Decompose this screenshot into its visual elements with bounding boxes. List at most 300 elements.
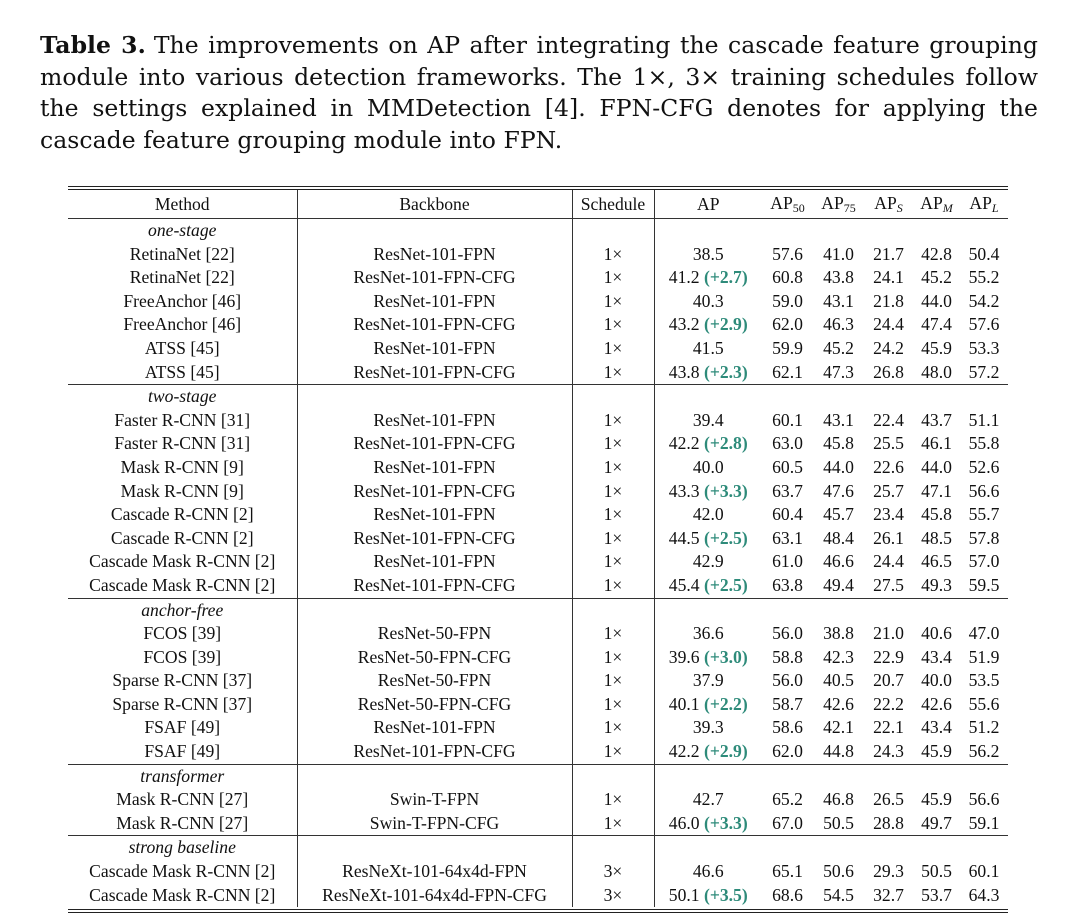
ap-gain: (+2.5): [703, 527, 748, 548]
group-label: one-stage: [68, 219, 297, 243]
cell-aps: 24.3: [873, 741, 904, 762]
cell-aps: 22.6: [873, 456, 904, 477]
cell-ap50: 57.6: [772, 243, 803, 264]
cell-backbone: ResNet-101-FPN: [297, 550, 572, 574]
cell-ap50: 58.8: [772, 646, 803, 667]
cell-ap50: 56.0: [772, 623, 803, 644]
cell-ap: [654, 574, 762, 598]
cell-backbone: ResNet-101-FPN-CFG: [297, 313, 572, 337]
group-empty-cell: [654, 219, 762, 243]
cell-apm: 45.2: [921, 267, 952, 288]
cell-method: Sparse R-CNN [37]: [68, 693, 297, 717]
cell-backbone: ResNet-101-FPN-CFG: [297, 432, 572, 456]
cell-ap: [654, 884, 762, 908]
group-empty-cell: [864, 598, 913, 622]
caption-label: Table 3.: [40, 31, 146, 59]
cell-ap: [654, 409, 762, 433]
ap-value: 40.0: [692, 456, 724, 477]
cell-apm: 46.5: [921, 551, 952, 572]
cell-ap75: 44.0: [823, 456, 854, 477]
group-empty-cell: [813, 836, 864, 860]
cell-apl: 56.6: [968, 789, 1000, 810]
ap-value: 42.0: [692, 504, 724, 525]
cell-schedule: 1×: [572, 409, 654, 433]
group-label: anchor-free: [68, 598, 297, 622]
group-empty-cell: [762, 598, 813, 622]
ap-gain: (+2.2): [703, 693, 748, 714]
group-row: [68, 598, 1008, 622]
ap-value: 45.4: [668, 574, 700, 595]
group-empty-cell: [654, 385, 762, 409]
cell-apm: 45.9: [921, 337, 952, 358]
cell-ap75: 49.4: [823, 574, 854, 595]
cell-apl: 55.8: [968, 433, 1000, 454]
cell-ap50: 62.1: [772, 361, 803, 382]
ap-value: 39.6: [668, 646, 700, 667]
cell-ap: [654, 337, 762, 361]
table-row: [68, 432, 1008, 456]
table-row: [68, 646, 1008, 670]
ap-gain: (+3.3): [703, 480, 748, 501]
cell-ap75: 43.1: [823, 290, 854, 311]
group-empty-cell: [813, 219, 864, 243]
cell-method: RetinaNet [22]: [68, 243, 297, 267]
cell-ap75: 45.7: [823, 504, 854, 525]
group-empty-cell: [654, 764, 762, 788]
cell-backbone: ResNet-101-FPN: [297, 716, 572, 740]
cell-apl: 59.1: [968, 812, 1000, 833]
ap-gain: (+2.5): [703, 574, 748, 595]
cell-schedule: 1×: [572, 266, 654, 290]
cell-aps: 27.5: [873, 574, 904, 595]
cell-apl: 55.6: [968, 693, 1000, 714]
table-row: [68, 409, 1008, 433]
cell-aps: 26.8: [873, 361, 904, 382]
cell-aps: 23.4: [873, 504, 904, 525]
table-row: [68, 740, 1008, 764]
cell-ap: [654, 788, 762, 812]
group-row: [68, 764, 1008, 788]
cell-method: Mask R-CNN [9]: [68, 456, 297, 480]
cell-ap50: 59.0: [772, 290, 803, 311]
cell-method: RetinaNet [22]: [68, 266, 297, 290]
cell-apl: 57.0: [968, 551, 1000, 572]
cell-aps: 21.8: [873, 290, 904, 311]
cell-apm: 45.8: [921, 504, 952, 525]
cell-aps: 24.4: [873, 551, 904, 572]
cell-method: FreeAnchor [46]: [68, 313, 297, 337]
cell-schedule: 1×: [572, 503, 654, 527]
group-empty-cell: [960, 836, 1008, 860]
header-ap50: AP50: [762, 190, 813, 219]
ap-value: 42.7: [692, 789, 724, 810]
group-empty-cell: [864, 219, 913, 243]
cell-apm: 50.5: [921, 861, 952, 882]
cell-apl: 56.6: [968, 480, 1000, 501]
header-schedule: Schedule: [572, 190, 654, 219]
cell-apl: 51.1: [968, 409, 1000, 430]
group-empty-cell: [913, 836, 960, 860]
group-empty-cell: [913, 598, 960, 622]
cell-ap75: 43.1: [823, 409, 854, 430]
cell-schedule: 1×: [572, 527, 654, 551]
cell-ap75: 46.8: [823, 789, 854, 810]
cell-ap75: 45.2: [823, 337, 854, 358]
table-row: [68, 693, 1008, 717]
cell-apm: 47.4: [921, 314, 952, 335]
cell-ap: [654, 646, 762, 670]
table-body: [68, 219, 1008, 908]
cell-aps: 22.1: [873, 717, 904, 738]
cell-apl: 52.6: [968, 456, 1000, 477]
cell-ap75: 46.3: [823, 314, 854, 335]
cell-apm: 45.9: [921, 789, 952, 810]
cell-apm: 44.0: [921, 290, 952, 311]
cell-ap: [654, 622, 762, 646]
header-ap75: AP75: [813, 190, 864, 219]
ap-value: 41.5: [692, 337, 724, 358]
cell-apm: 46.1: [921, 433, 952, 454]
group-empty-cell: [960, 598, 1008, 622]
cell-ap75: 47.6: [823, 480, 854, 501]
cell-method: ATSS [45]: [68, 361, 297, 385]
cell-schedule: 1×: [572, 788, 654, 812]
cell-method: Cascade R-CNN [2]: [68, 503, 297, 527]
cell-apm: 43.7: [921, 409, 952, 430]
group-empty-cell: [864, 764, 913, 788]
group-empty-cell: [960, 764, 1008, 788]
table-row: [68, 243, 1008, 267]
group-empty-cell: [654, 836, 762, 860]
bottom-rule: [68, 909, 1008, 910]
cell-backbone: ResNet-50-FPN: [297, 669, 572, 693]
group-empty-cell: [864, 836, 913, 860]
cell-schedule: 1×: [572, 290, 654, 314]
cell-method: Cascade R-CNN [2]: [68, 527, 297, 551]
ap-gain: (+2.8): [703, 433, 748, 454]
cell-apl: 47.0: [968, 623, 1000, 644]
cell-apl: 53.5: [968, 670, 1000, 691]
table-row: [68, 527, 1008, 551]
cell-aps: 26.1: [873, 527, 904, 548]
table-row: [68, 550, 1008, 574]
cell-ap: [654, 669, 762, 693]
cell-ap: [654, 812, 762, 836]
group-empty-cell: [813, 598, 864, 622]
cell-schedule: 1×: [572, 812, 654, 836]
cell-apl: 51.2: [968, 717, 1000, 738]
group-empty-cell: [297, 598, 572, 622]
cell-schedule: 1×: [572, 337, 654, 361]
cell-apm: 45.9: [921, 741, 952, 762]
group-empty-cell: [297, 385, 572, 409]
cell-schedule: 1×: [572, 646, 654, 670]
cell-apm: 49.7: [921, 812, 952, 833]
table-row: [68, 669, 1008, 693]
cell-backbone: ResNet-101-FPN-CFG: [297, 527, 572, 551]
table-row: [68, 716, 1008, 740]
cell-ap: [654, 243, 762, 267]
group-empty-cell: [762, 385, 813, 409]
cell-apm: 40.0: [921, 670, 952, 691]
ap-value: 46.0: [668, 812, 700, 833]
cell-ap75: 50.5: [823, 812, 854, 833]
cell-method: Sparse R-CNN [37]: [68, 669, 297, 693]
table-row: [68, 313, 1008, 337]
group-empty-cell: [864, 385, 913, 409]
ap-value: 38.5: [692, 243, 724, 264]
cell-ap50: 62.0: [772, 314, 803, 335]
group-empty-cell: [813, 385, 864, 409]
ap-gain: (+2.7): [703, 267, 748, 288]
cell-schedule: 1×: [572, 432, 654, 456]
cell-backbone: Swin-T-FPN-CFG: [297, 812, 572, 836]
ap-value: 46.6: [692, 861, 724, 882]
cell-apm: 48.5: [921, 527, 952, 548]
cell-ap: [654, 527, 762, 551]
cell-method: Mask R-CNN [27]: [68, 788, 297, 812]
cell-ap50: 63.7: [772, 480, 803, 501]
ap-value: 42.2: [668, 741, 700, 762]
ap-value: 42.2: [668, 433, 700, 454]
cell-aps: 32.7: [873, 884, 904, 905]
header-backbone: Backbone: [297, 190, 572, 219]
cell-ap: [654, 432, 762, 456]
cell-ap: [654, 716, 762, 740]
cell-backbone: ResNet-101-FPN: [297, 337, 572, 361]
cell-aps: 24.1: [873, 267, 904, 288]
cell-schedule: 1×: [572, 693, 654, 717]
cell-backbone: ResNet-101-FPN-CFG: [297, 480, 572, 504]
cell-aps: 26.5: [873, 789, 904, 810]
group-label: two-stage: [68, 385, 297, 409]
cell-apl: 59.5: [968, 574, 1000, 595]
ap-value: 39.4: [692, 409, 724, 430]
cell-schedule: 1×: [572, 740, 654, 764]
group-empty-cell: [572, 219, 654, 243]
cell-ap75: 42.3: [823, 646, 854, 667]
cell-method: Cascade Mask R-CNN [2]: [68, 860, 297, 884]
cell-backbone: ResNet-101-FPN: [297, 456, 572, 480]
ap-gain: (+3.3): [703, 812, 748, 833]
table-row: [68, 290, 1008, 314]
cell-ap50: 58.6: [772, 717, 803, 738]
cell-backbone: ResNet-101-FPN: [297, 409, 572, 433]
cell-ap75: 45.8: [823, 433, 854, 454]
cell-apl: 64.3: [968, 884, 1000, 905]
cell-apl: 55.2: [968, 267, 1000, 288]
cell-schedule: 3×: [572, 884, 654, 908]
group-empty-cell: [913, 385, 960, 409]
cell-aps: 24.4: [873, 314, 904, 335]
ap-value: 40.3: [692, 290, 724, 311]
cell-apl: 56.2: [968, 741, 1000, 762]
cell-aps: 28.8: [873, 812, 904, 833]
header-apl: APL: [960, 190, 1008, 219]
ap-value: 37.9: [692, 670, 724, 691]
cell-method: Mask R-CNN [27]: [68, 812, 297, 836]
cell-schedule: 3×: [572, 860, 654, 884]
cell-method: FSAF [49]: [68, 740, 297, 764]
cell-ap50: 60.8: [772, 267, 803, 288]
cell-method: Cascade Mask R-CNN [2]: [68, 884, 297, 908]
bottom-rule-inner: [68, 912, 1008, 913]
group-empty-cell: [297, 836, 572, 860]
cell-ap50: 59.9: [772, 337, 803, 358]
cell-ap: [654, 860, 762, 884]
cell-apm: 53.7: [921, 884, 952, 905]
cell-apm: 42.6: [921, 693, 952, 714]
group-empty-cell: [762, 836, 813, 860]
cell-schedule: 1×: [572, 669, 654, 693]
cell-ap75: 40.5: [823, 670, 854, 691]
cell-aps: 22.2: [873, 693, 904, 714]
ap-value: 39.3: [692, 717, 724, 738]
ap-value: 43.8: [668, 361, 700, 382]
cell-backbone: ResNet-101-FPN-CFG: [297, 266, 572, 290]
cell-ap50: 60.5: [772, 456, 803, 477]
cell-backbone: ResNet-101-FPN: [297, 290, 572, 314]
table-row: [68, 266, 1008, 290]
cell-backbone: ResNet-101-FPN-CFG: [297, 740, 572, 764]
table-row: [68, 503, 1008, 527]
cell-apm: 43.4: [921, 646, 952, 667]
cell-ap50: 62.0: [772, 741, 803, 762]
ap-value: 50.1: [668, 884, 700, 905]
cell-schedule: 1×: [572, 361, 654, 385]
cell-apm: 40.6: [921, 623, 952, 644]
table-row: [68, 574, 1008, 598]
table-row: [68, 622, 1008, 646]
cell-ap: [654, 456, 762, 480]
group-empty-cell: [960, 219, 1008, 243]
table-row: [68, 884, 1008, 908]
cell-ap50: 61.0: [772, 551, 803, 572]
cell-apl: 57.8: [968, 527, 1000, 548]
cell-apm: 42.8: [921, 243, 952, 264]
cell-ap: [654, 550, 762, 574]
group-empty-cell: [654, 598, 762, 622]
cell-ap50: 60.4: [772, 504, 803, 525]
table-row: [68, 480, 1008, 504]
cell-aps: 22.4: [873, 409, 904, 430]
cell-ap50: 60.1: [772, 409, 803, 430]
cell-ap75: 50.6: [823, 861, 854, 882]
cell-schedule: 1×: [572, 716, 654, 740]
group-empty-cell: [572, 764, 654, 788]
cell-method: Faster R-CNN [31]: [68, 409, 297, 433]
cell-schedule: 1×: [572, 243, 654, 267]
group-empty-cell: [913, 764, 960, 788]
cell-ap50: 65.2: [772, 789, 803, 810]
cell-schedule: 1×: [572, 313, 654, 337]
table-caption: [40, 30, 1038, 156]
cell-aps: 20.7: [873, 670, 904, 691]
cell-apl: 53.3: [968, 337, 1000, 358]
cell-ap: [654, 503, 762, 527]
cell-ap50: 63.8: [772, 574, 803, 595]
cell-ap75: 47.3: [823, 361, 854, 382]
results-grid: [68, 190, 1008, 907]
group-empty-cell: [297, 764, 572, 788]
cell-method: Faster R-CNN [31]: [68, 432, 297, 456]
cell-backbone: ResNet-50-FPN: [297, 622, 572, 646]
cell-method: FCOS [39]: [68, 622, 297, 646]
cell-backbone: Swin-T-FPN: [297, 788, 572, 812]
cell-schedule: 1×: [572, 480, 654, 504]
cell-ap: [654, 361, 762, 385]
cell-ap75: 46.6: [823, 551, 854, 572]
cell-ap50: 68.6: [772, 884, 803, 905]
ap-value: 40.1: [668, 693, 700, 714]
cell-ap50: 65.1: [772, 861, 803, 882]
caption-text: The improvements on AP after integrating the cascade feature grouping module into various detection frameworks. The 1×, 3× training schedules follow the settings explained in MMDetection [4]. FPN-CFG denotes for applying the cascade feature grouping module into FPN.: [40, 31, 1038, 154]
ap-gain: (+3.0): [703, 646, 748, 667]
group-empty-cell: [297, 219, 572, 243]
cell-ap: [654, 266, 762, 290]
cell-aps: 25.5: [873, 433, 904, 454]
cell-apm: 48.0: [921, 361, 952, 382]
group-label: strong baseline: [68, 836, 297, 860]
group-empty-cell: [813, 764, 864, 788]
cell-ap75: 54.5: [823, 884, 854, 905]
cell-apl: 55.7: [968, 504, 1000, 525]
cell-method: Cascade Mask R-CNN [2]: [68, 550, 297, 574]
cell-aps: 21.7: [873, 243, 904, 264]
cell-ap75: 43.8: [823, 267, 854, 288]
cell-backbone: ResNet-101-FPN-CFG: [297, 574, 572, 598]
cell-backbone: ResNeXt-101-64x4d-FPN: [297, 860, 572, 884]
cell-backbone: ResNet-101-FPN: [297, 503, 572, 527]
cell-apm: 49.3: [921, 574, 952, 595]
cell-aps: 29.3: [873, 861, 904, 882]
cell-ap50: 67.0: [772, 812, 803, 833]
cell-ap50: 56.0: [772, 670, 803, 691]
group-empty-cell: [960, 385, 1008, 409]
cell-ap75: 42.6: [823, 693, 854, 714]
cell-backbone: ResNet-101-FPN: [297, 243, 572, 267]
table-row: [68, 860, 1008, 884]
group-empty-cell: [572, 836, 654, 860]
group-empty-cell: [572, 598, 654, 622]
cell-schedule: 1×: [572, 456, 654, 480]
cell-aps: 22.9: [873, 646, 904, 667]
cell-ap75: 48.4: [823, 527, 854, 548]
header-row: [68, 190, 1008, 219]
table-row: [68, 337, 1008, 361]
cell-aps: 21.0: [873, 623, 904, 644]
cell-ap: [654, 480, 762, 504]
table-row: [68, 812, 1008, 836]
cell-method: FCOS [39]: [68, 646, 297, 670]
table-row: [68, 788, 1008, 812]
cell-schedule: 1×: [572, 550, 654, 574]
cell-apl: 54.2: [968, 290, 1000, 311]
cell-ap50: 63.1: [772, 527, 803, 548]
cell-ap50: 63.0: [772, 433, 803, 454]
cell-backbone: ResNet-101-FPN-CFG: [297, 361, 572, 385]
ap-gain: (+3.5): [703, 884, 748, 905]
ap-value: 44.5: [668, 527, 700, 548]
cell-apl: 60.1: [968, 861, 1000, 882]
group-empty-cell: [913, 219, 960, 243]
ap-gain: (+2.9): [703, 741, 748, 762]
cell-apm: 43.4: [921, 717, 952, 738]
cell-method: ATSS [45]: [68, 337, 297, 361]
ap-value: 36.6: [692, 623, 724, 644]
cell-apm: 44.0: [921, 456, 952, 477]
header-ap: AP: [654, 190, 762, 219]
